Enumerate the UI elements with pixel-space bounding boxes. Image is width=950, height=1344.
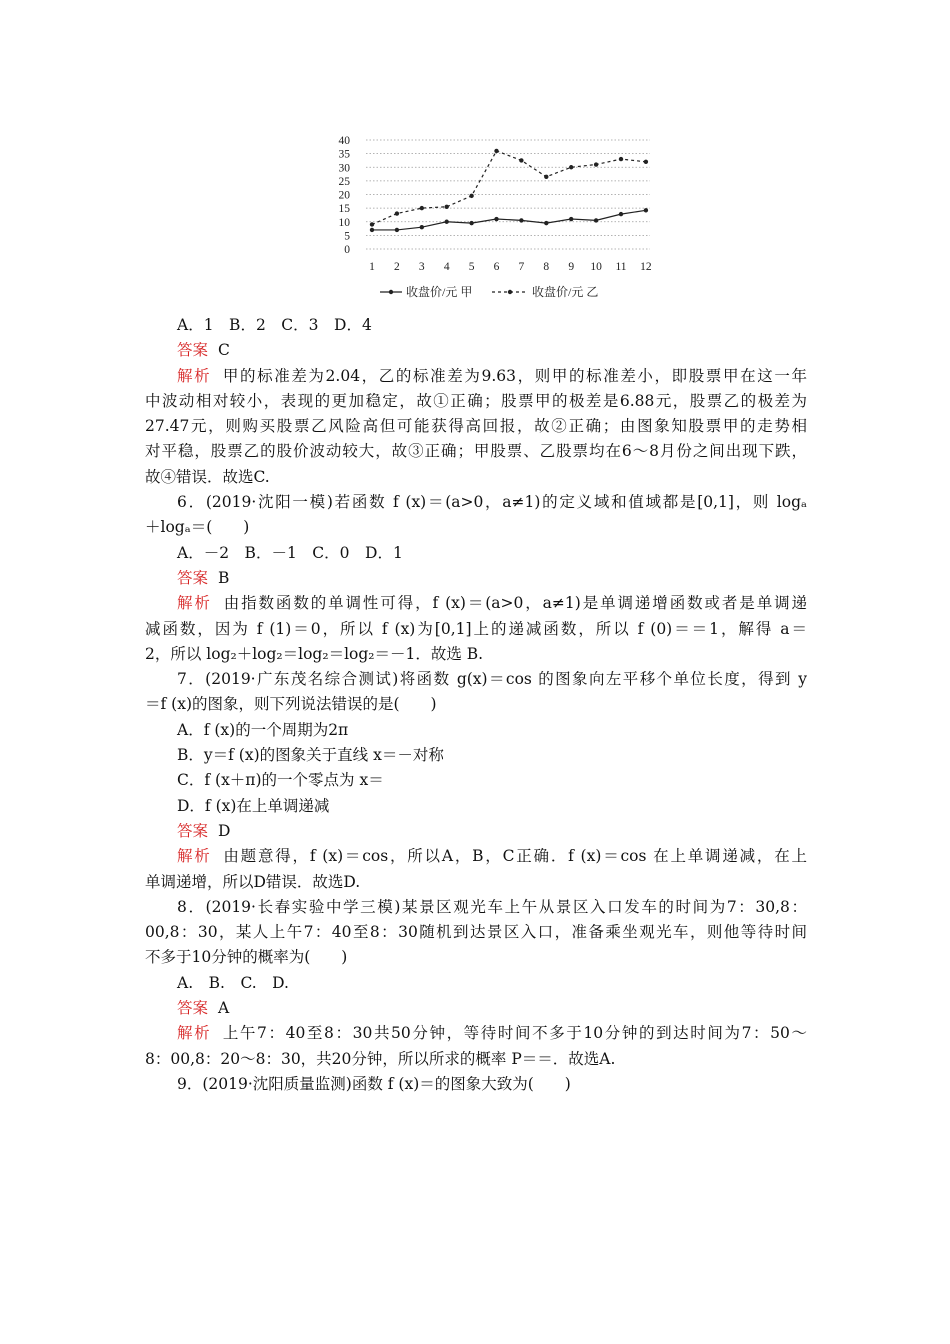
x-tick-label: 2 <box>394 261 400 273</box>
legend-marker-jia <box>389 290 393 294</box>
series-yi-point <box>569 165 573 169</box>
answer-label: 答案 <box>177 568 209 587</box>
y-tick-label: 40 <box>338 135 350 147</box>
answer-value: D <box>218 821 231 840</box>
x-tick-label: 10 <box>590 261 602 273</box>
series-jia-point <box>420 225 424 229</box>
series-yi-point <box>519 158 523 162</box>
x-tick-label: 4 <box>443 261 450 273</box>
series-jia-point <box>644 208 648 212</box>
x-tick-label: 3 <box>418 261 425 273</box>
q8-options: A. B. C. D. <box>177 973 289 992</box>
q7-option-d: D．f (x)在上单调递减 <box>177 796 330 815</box>
analysis-label: 解析 <box>177 366 212 385</box>
x-tick-label: 8 <box>543 261 550 273</box>
q8-stem-line: 00,8：30，某人上午7：40至8：30随机到达景区入口，准备乘坐观光车，则他等待时间 <box>145 923 807 942</box>
y-tick-label: 5 <box>344 230 350 243</box>
q6-answer <box>145 566 807 591</box>
x-tick-label: 12 <box>640 261 652 273</box>
y-tick-label: 30 <box>338 162 350 175</box>
series-jia-point <box>469 221 473 225</box>
q5-analysis: 解析 甲的标准差为2.04，乙的标准差为9.63，则甲的标准差小，即股票甲在这一年 <box>177 366 807 385</box>
answer-value: B <box>218 568 230 587</box>
y-tick-label: 15 <box>338 203 350 216</box>
q6-stem-line: ＋logₐ＝( ) <box>145 518 250 537</box>
series-jia-point <box>519 218 523 222</box>
q7-answer <box>145 819 807 844</box>
gridlines <box>366 140 650 249</box>
y-tick-label: 25 <box>338 175 350 188</box>
q6-stem: 6．(2019·沈阳一模)若函数 f (x)＝(a>0，a≠1)的定义域和值域都是[0,1]，则 logₐ <box>177 493 807 512</box>
x-tick-label: 7 <box>518 261 525 273</box>
series-jia-point <box>395 228 399 232</box>
series-yi-point <box>469 194 473 198</box>
answer-label: 答案 <box>177 341 209 360</box>
series-yi-point <box>370 222 374 226</box>
q7-option-b: B．y＝f (x)的图象关于直线 x＝－对称 <box>177 746 444 765</box>
x-tick-label: 11 <box>615 261 627 273</box>
legend-marker-yi <box>508 290 512 294</box>
q7-option-c: C．f (x＋π)的一个零点为 x＝ <box>177 771 384 790</box>
answer-label: 答案 <box>177 821 209 840</box>
document-body <box>145 313 807 1097</box>
legend-label-jia: 收盘价/元 甲 <box>406 285 473 299</box>
q7-analysis: 解析 由题意得，f (x)＝cos，所以A，B，C正确．f (x)＝cos 在上单调递减，在上 <box>177 847 807 866</box>
q8-stem-line: 不多于10分钟的概率为( ) <box>145 948 348 967</box>
series-yi-point <box>644 160 648 164</box>
series-jia-point <box>494 217 498 221</box>
q8-answer <box>145 996 807 1021</box>
series-jia-point <box>569 217 573 221</box>
series-jia-point <box>594 218 598 222</box>
series-jia-point <box>544 221 548 225</box>
answer-label: 答案 <box>177 999 209 1018</box>
legend <box>380 284 598 299</box>
y-tick-label: 0 <box>344 244 350 256</box>
q8-analysis: 解析 上午7：40至8：30共50分钟，等待时间不多于10分钟的到达时间为7：50～ <box>177 1024 807 1043</box>
q8-analysis-line: 8：00,8：20～8：30，共20分钟，所以所求的概率 P＝＝．故选A. <box>145 1049 616 1068</box>
series-lines <box>372 151 646 230</box>
q5-analysis-line: 故④错误．故选C. <box>145 467 270 486</box>
y-tick-labels <box>339 135 351 256</box>
analysis-label: 解析 <box>177 1024 212 1043</box>
q7-option-a: A．f (x)的一个周期为2π <box>177 720 349 739</box>
series-yi-point <box>445 205 449 209</box>
q5-options: A．1 B．2 C．3 D．4 <box>177 316 372 334</box>
q6-analysis-line: 减函数，因为 f (1)＝0，所以 f (x)为[0,1]上的递减函数，所以 f (0)＝＝1，解得 a＝ <box>145 619 807 638</box>
series-jia-point <box>370 228 374 232</box>
y-tick-label: 10 <box>338 216 350 229</box>
series-yi-point <box>594 162 598 166</box>
q5-analysis-line: 27.47元，则购买股票乙风险高但可能获得高回报，故②正确；由图象知股票甲的走势相 <box>145 417 807 436</box>
stock-price-chart <box>330 128 660 308</box>
analysis-label: 解析 <box>177 847 212 866</box>
series-jia-line <box>372 210 646 230</box>
series-yi-point <box>395 211 399 215</box>
analysis-label: 解析 <box>177 594 212 613</box>
q7-stem: 7．(2019·广东茂名综合测试)将函数 g(x)＝cos 的图象向左平移个单位长度，得到 y <box>177 670 807 689</box>
series-yi-point <box>420 206 424 210</box>
x-tick-label: 5 <box>468 261 475 273</box>
q9-stem: 9．(2019·沈阳质量监测)函数 f (x)＝的图象大致为( ) <box>177 1074 571 1093</box>
x-tick-labels <box>369 261 652 273</box>
q5-analysis-line: 中波动相对较小，表现的更加稳定，故①正确；股票甲的极差是6.88元，股票乙的极差为 <box>145 391 807 410</box>
series-yi-point <box>544 175 548 179</box>
q8-stem: 8．(2019·长春实验中学三模)某景区观光车上午从景区入口发车的时间为7：30,8： <box>177 897 807 916</box>
series-jia-point <box>619 212 623 216</box>
q6-options: A．－2 B．－1 C．0 D．1 <box>177 543 403 562</box>
series-yi-line <box>372 151 646 225</box>
q6-analysis: 解析 由指数函数的单调性可得，f (x)＝(a>0，a≠1)是单调递增函数或者是单调递 <box>177 594 807 613</box>
series-yi-point <box>619 157 623 161</box>
y-tick-label: 20 <box>338 189 350 202</box>
q5-answer <box>145 338 807 363</box>
series-yi-point <box>494 149 498 153</box>
legend-label-yi: 收盘价/元 乙 <box>532 285 599 299</box>
q7-analysis-line: 单调递增，所以D错误．故选D. <box>145 872 361 891</box>
q6-analysis-line: 2，所以 log₂＋log₂＝log₂＝log₂＝－1．故选 B. <box>145 644 484 663</box>
x-tick-label: 1 <box>369 261 375 273</box>
series-jia-point <box>445 220 449 224</box>
x-tick-label: 9 <box>568 261 575 273</box>
answer-value: A <box>218 999 230 1018</box>
answer-value: C <box>218 341 230 360</box>
y-tick-label: 35 <box>338 148 350 161</box>
q7-stem-line: ＝f (x)的图象，则下列说法错误的是( ) <box>145 695 437 714</box>
x-tick-label: 6 <box>493 261 500 273</box>
q5-analysis-line: 对平稳，股票乙的股价波动较大，故③正确；甲股票、乙股票均在6～8月份之间出现下跌， <box>145 442 807 461</box>
